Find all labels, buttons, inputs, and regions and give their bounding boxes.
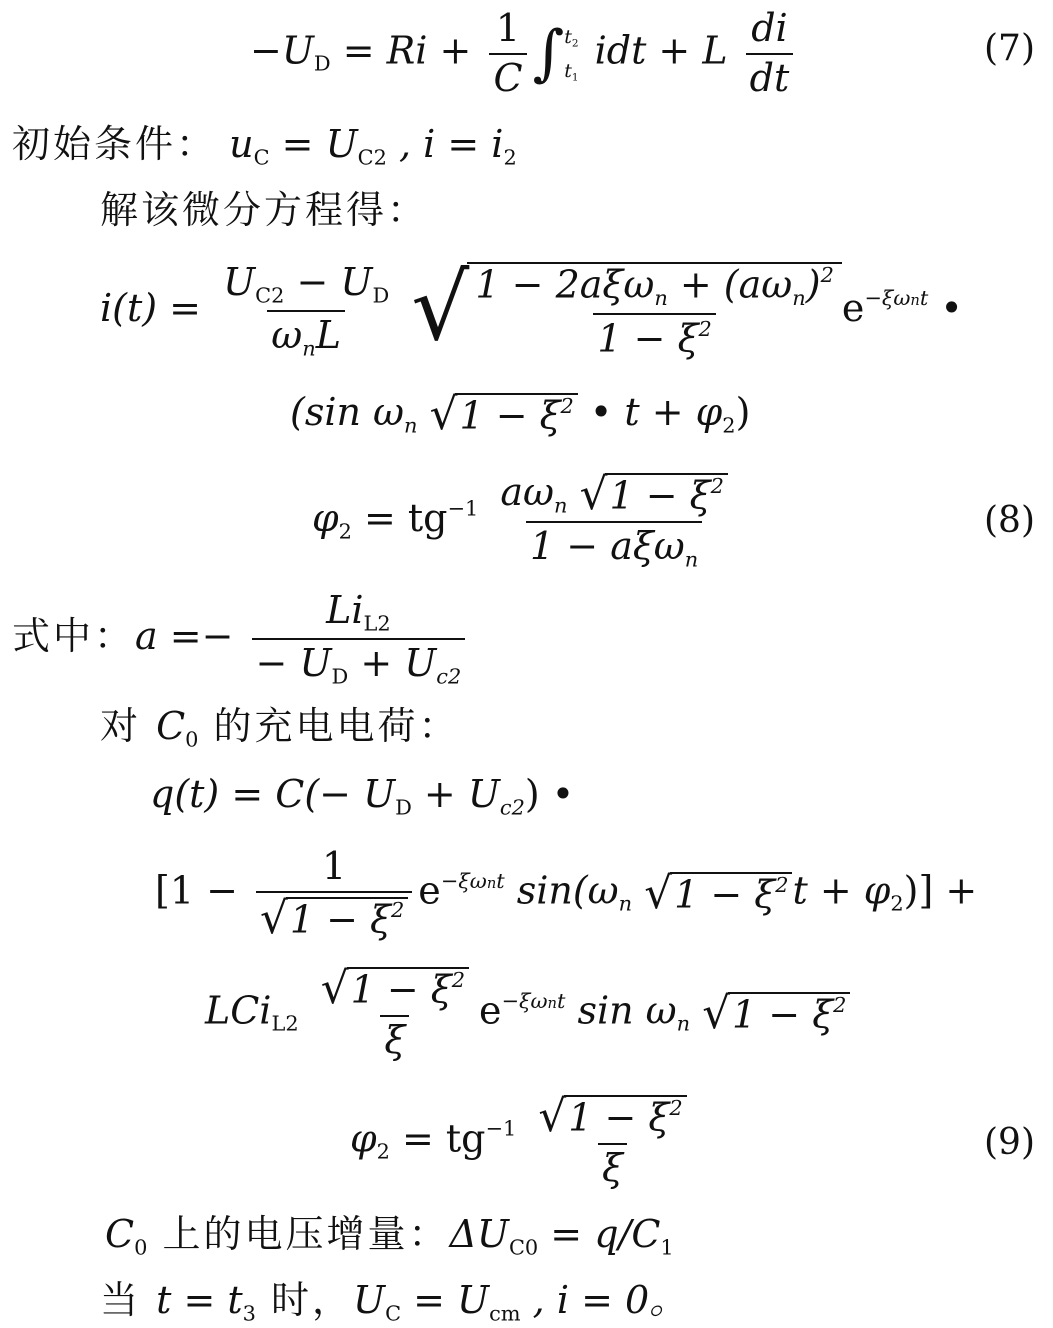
fraction-di-dt: $\frac{di}{dt}$: [746, 8, 794, 100]
charge-label: 对 $C_0$ 的充电电荷：: [100, 704, 460, 752]
where-definition: 式中：a =− $\frac{Li_{L2}}{- U_D + Uc2}$: [12, 590, 471, 689]
fraction-one-over-root: 1 √ $1 - \xi^2$: [256, 846, 412, 942]
final-condition: 当 $t = t_3$ 时，$U_C = U_{cm}$ , i = 0。: [100, 1278, 688, 1326]
equation-9b: [1 − 1 √ $1 - \xi^2$ $e^{-\xi\omega nt}$ sin(ωn √ $1 - \xi^2$ $t + \varphi_2$)] +: [155, 844, 978, 945]
integral-sign: ∫: [532, 18, 565, 89]
equation-7: $-U_D = Ri$ + $\frac{1}{C}$ ∫ $t_2$ $t_1$ idt + L $\frac{di}{dt}$: [250, 8, 799, 100]
square-root: √ $1 - \xi^2$: [430, 393, 578, 437]
equation-8a: i(t) = $\frac{U_{C2} - U_D}{\text{ωnL}}$ √ $\frac{1 - 2a\xi\omega n + (a\omega n)^2}{1 - \xi^2}$ $e^{-\xi\omega nt}$ •: [100, 254, 963, 362]
fraction-u-over-wl: $\frac{U_{C2} - U_D}{\text{ωnL}}$: [223, 260, 390, 361]
initial-conditions: 初始条件： $u_C = U_{C2}$ , $i = i_2$: [12, 122, 517, 170]
fraction-root-over-xi: √ $1 - \xi^2$ ξ: [317, 966, 473, 1062]
equation-8c: $\varphi_2 = tg^{-1}$ aωn √ $1 - \xi^2$ 1 − aξωn: [312, 472, 738, 571]
square-root-big: √ $\frac{1 - 2a\xi\omega n + (a\omega n)^2}{1 - \xi^2}$: [411, 262, 842, 360]
equation-9a: $q(t) = C(- U_D + Uc2)$ •: [150, 772, 575, 820]
equation-9c: LCi$_{L2}$ √ $1 - \xi^2$ ξ $e^{-\xi\omega nt}$ sin ωn √ $1 - \xi^2$: [205, 966, 850, 1062]
fraction-phi2: aωn √ $1 - \xi^2$ 1 − aξωn: [496, 472, 731, 571]
equation-8b: (sin ωn √ $1 - \xi^2$ • $t + \varphi_2$): [290, 389, 751, 441]
fraction-phi2-b: √ $1 - \xi^2$ ξ: [534, 1094, 690, 1190]
equation-number-8: (8): [984, 500, 1035, 541]
integral-limits: $t_2$ $t_1$: [564, 25, 579, 84]
solve-label: 解该微分方程得：: [100, 188, 429, 232]
fraction-1-over-C: $\frac{1}{C}$: [489, 8, 526, 100]
voltage-increment: $C_0$ 上的电压增量：$\Delta U_{C0} = q/C_1$: [105, 1212, 674, 1260]
fraction-a: $\frac{Li_{L2}}{- U_D + Uc2}$: [252, 590, 466, 689]
equation-9d: $\varphi_2 = tg^{-1}$ √ $1 - \xi^2$ ξ: [350, 1094, 697, 1190]
equation-number-9: (9): [984, 1122, 1035, 1163]
equation-number-7: (7): [984, 28, 1035, 69]
